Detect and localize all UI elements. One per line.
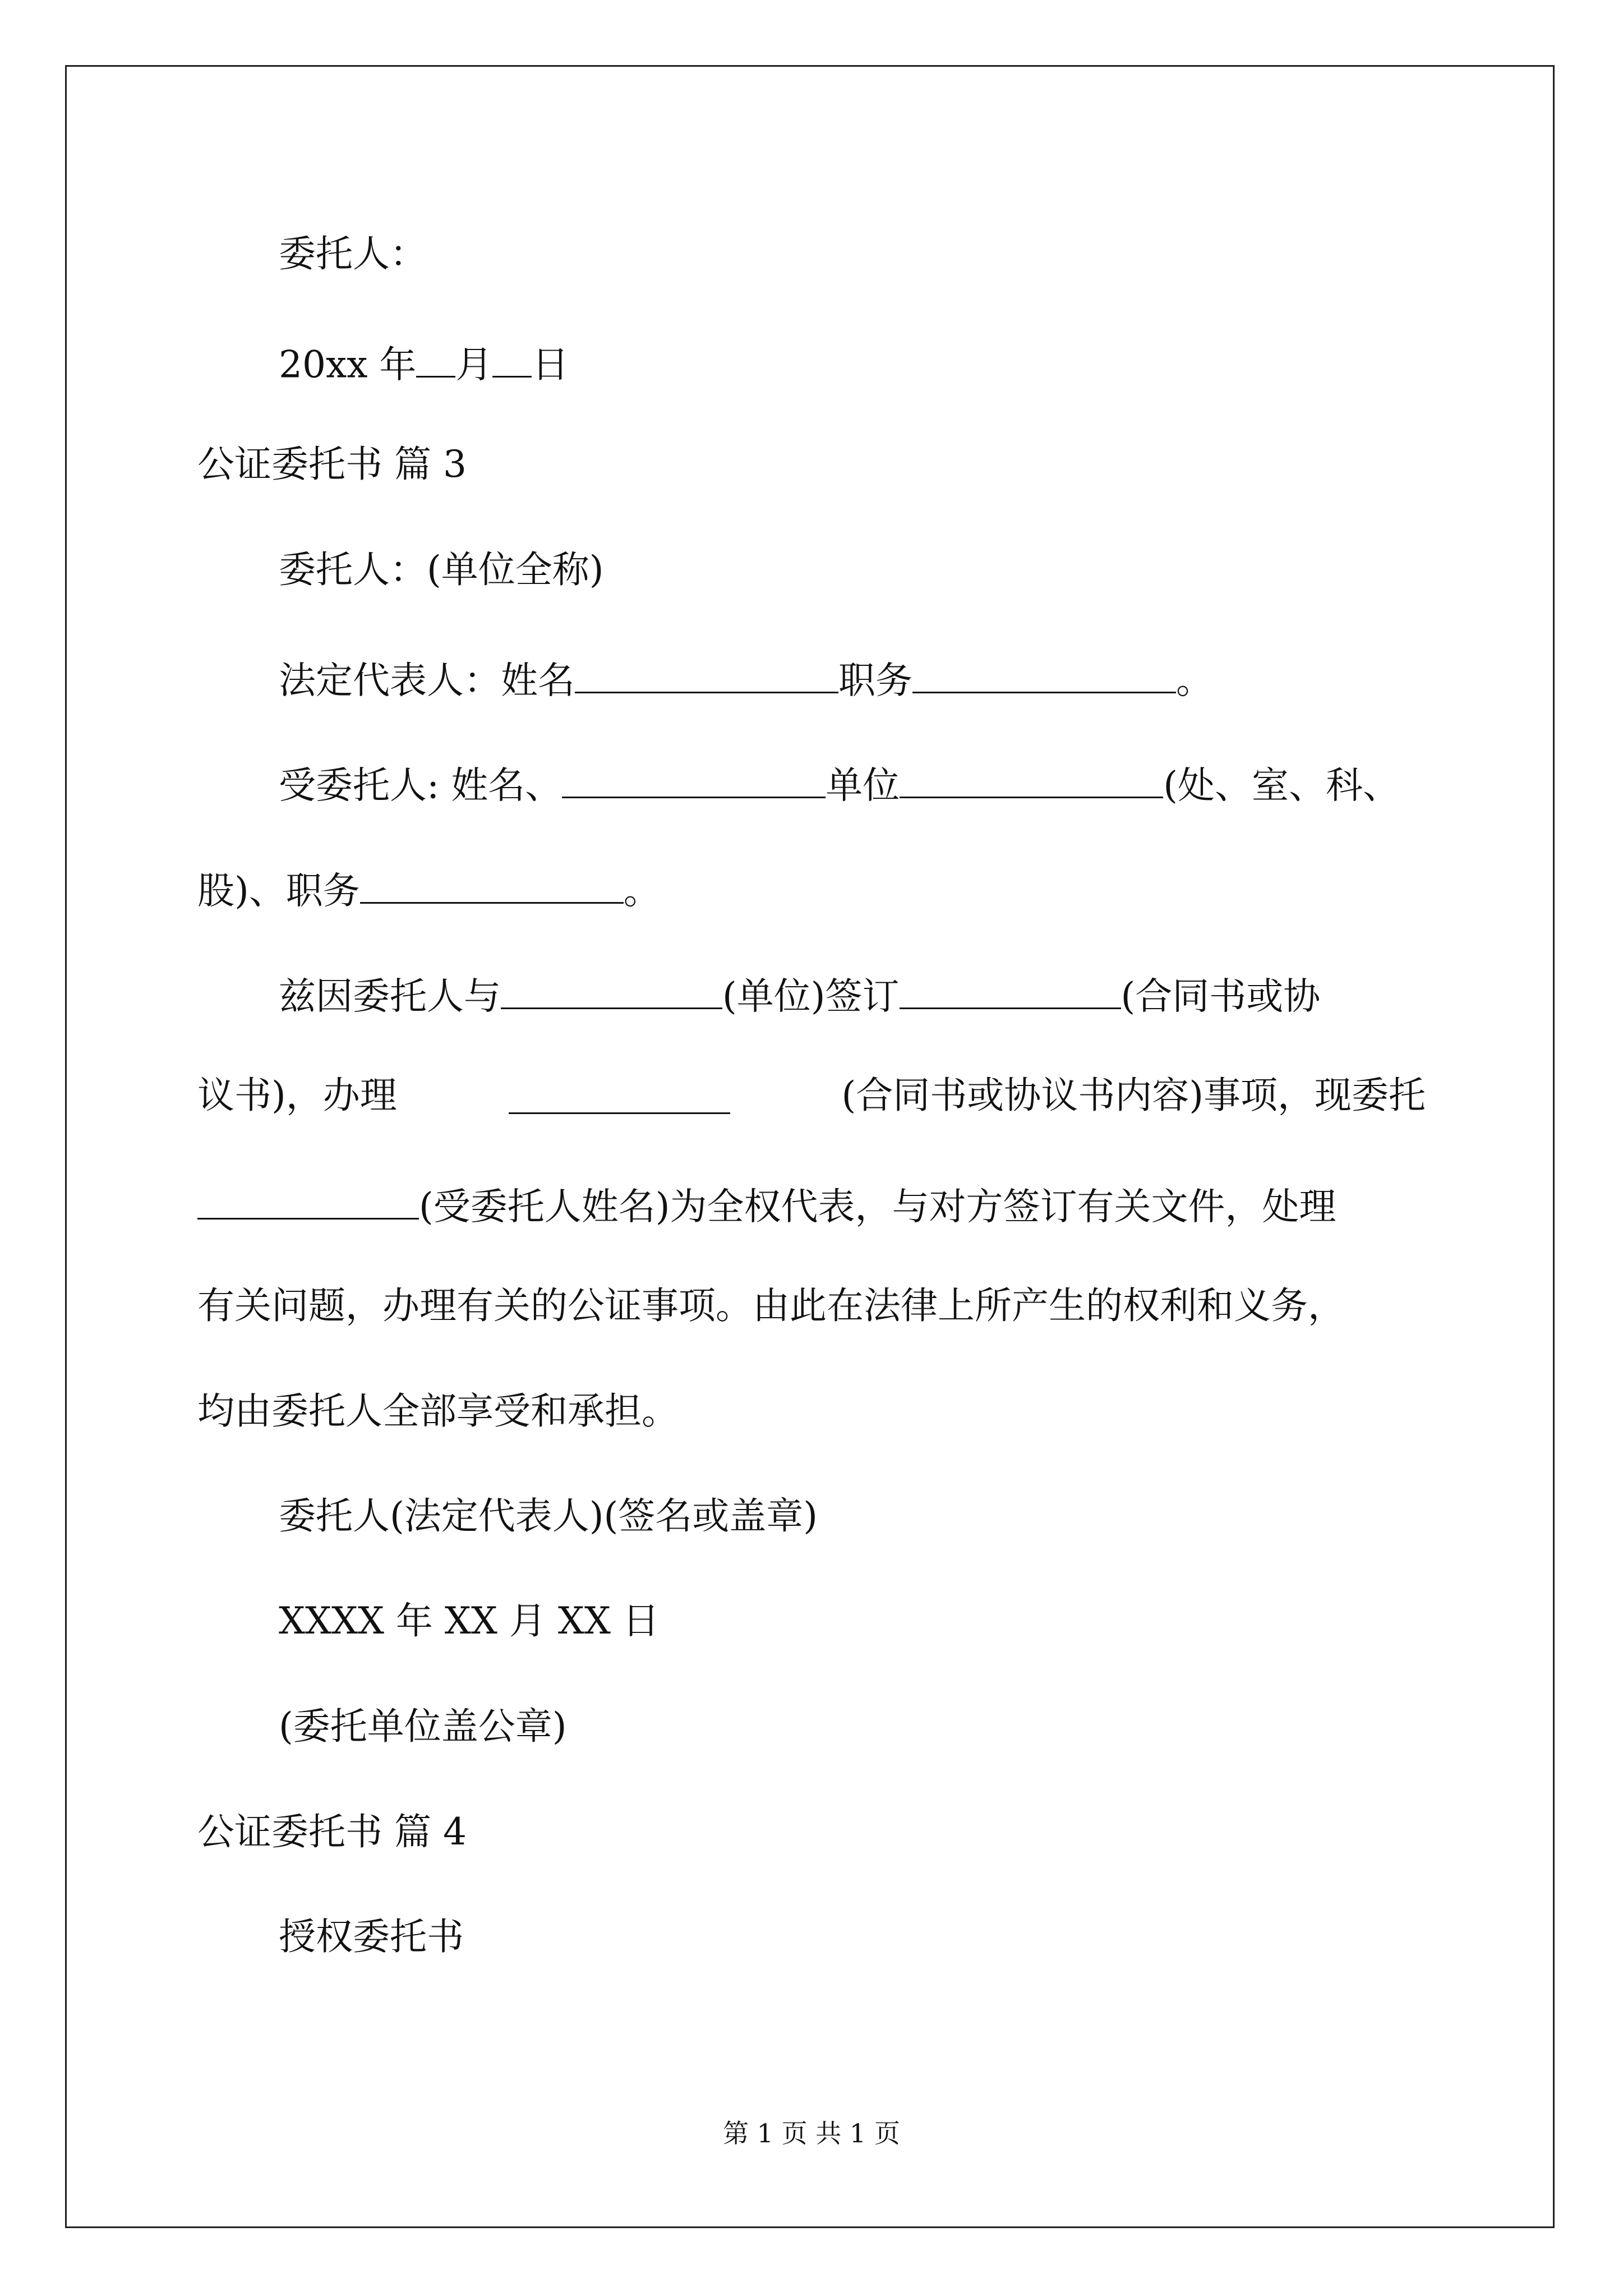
date-month-unit: 月 [455, 343, 493, 386]
date-line [279, 341, 569, 384]
legal-rep-line [279, 656, 1213, 700]
legal-rep-end: 。 [1176, 659, 1213, 702]
agent-unit-blank [900, 761, 1163, 798]
principal-label: 委托人： [279, 232, 427, 275]
body-line-1 [279, 972, 1321, 1018]
authorization-title: 授权委托书 [279, 1915, 464, 1958]
month-blank [416, 341, 455, 378]
body-line-5: 均由委托人全部享受和承担。 [197, 1389, 679, 1433]
body-text: 兹因委托人与 [279, 974, 501, 1018]
body-text: (合同书或协 [1121, 974, 1321, 1018]
party-blank [501, 972, 722, 1009]
agent-line-1 [279, 761, 1400, 807]
agent-unit-label: 单位 [826, 763, 900, 807]
body-line-3 [197, 1182, 1336, 1226]
body-text: (合同书或协议书内容)事项，现委托 [841, 1074, 1426, 1117]
legal-rep-name-blank [575, 656, 838, 693]
seal-line: (委托单位盖公章) [279, 1705, 567, 1748]
agent-label: 受委托人: 姓名、 [279, 763, 562, 807]
legal-rep-duty-label: 职务 [838, 659, 912, 702]
date-year: 20xx [279, 343, 368, 386]
section-heading-3: 公证委托书 篇 3 [197, 443, 467, 486]
agent-name-blank-2 [197, 1182, 419, 1220]
legal-rep-label: 法定代表人：姓名 [279, 659, 575, 702]
legal-rep-duty-blank [912, 656, 1176, 693]
body-text: 议书)，办理 [197, 1074, 397, 1117]
date-year-unit: 年 [379, 343, 417, 386]
body-line-2 [197, 1074, 1426, 1117]
principal-unit-line: 委托人：(单位全称) [279, 548, 604, 591]
day-blank [492, 341, 532, 378]
agent-tail: (处、室、科、 [1163, 763, 1400, 807]
agent-line-2 [197, 867, 661, 913]
section-heading-4: 公证委托书 篇 4 [197, 1810, 467, 1853]
page-border [65, 65, 1555, 2228]
agent-name-blank [562, 761, 826, 798]
signature-line: 委托人(法定代表人)(签名或盖章) [279, 1494, 818, 1538]
body-line-4: 有关问题，办理有关的公证事项。由此在法律上所产生的权利和义务， [197, 1284, 1345, 1327]
agent-end: 。 [623, 869, 661, 913]
body-text: (受委托人姓名)为全权代表，与对方签订有关文件，处理 [419, 1185, 1336, 1228]
date-day-unit: 日 [532, 343, 569, 386]
body-text: (单位)签订 [722, 974, 900, 1018]
page-footer: 第 1 页 共 1 页 [723, 2118, 900, 2148]
matter-blank [509, 1077, 730, 1114]
agent-duty-label: 股)、职务 [197, 869, 360, 913]
agent-duty-blank [360, 867, 624, 904]
signature-date: XXXX 年 XX 月 XX 日 [279, 1599, 660, 1642]
contract-blank [900, 972, 1121, 1009]
